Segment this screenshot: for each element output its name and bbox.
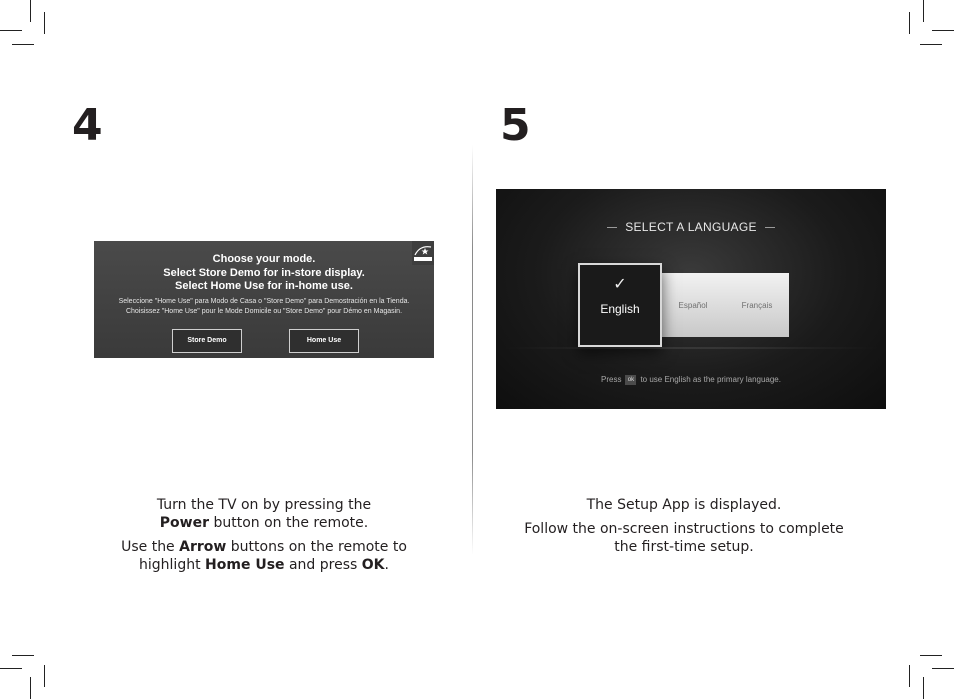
caption-line: [94, 556, 434, 574]
caption-line: [94, 514, 434, 532]
language-tile-english[interactable]: [578, 263, 662, 347]
caption-text: button on the remote.: [209, 515, 369, 531]
language-tile-espanol[interactable]: [660, 273, 726, 337]
store-demo-button[interactable]: Store Demo: [172, 329, 242, 353]
title-dash-right: [765, 227, 775, 228]
language-label: English: [600, 302, 640, 316]
crop-mark: [44, 12, 45, 34]
caption-line: Follow the on-screen instructions to complete: [524, 521, 844, 537]
caption-line: The Setup App is displayed.: [586, 497, 782, 513]
crop-mark: [932, 668, 954, 669]
mode-selection-screen: [94, 241, 434, 358]
crop-mark: [12, 44, 34, 45]
crop-mark: [30, 677, 31, 699]
caption-text: .: [384, 557, 389, 573]
caption-line: the first-time setup.: [614, 539, 754, 555]
crop-mark: [923, 0, 924, 22]
home-use-button[interactable]: Home Use: [289, 329, 359, 353]
crop-mark: [12, 655, 34, 656]
bold-text: Home Use: [205, 557, 285, 573]
mode-french-text: Choisissez "Home Use" pour le Mode Domicile ou "Store Demo" pour Démo en Magasin.: [125, 308, 403, 315]
caption-line: [94, 538, 434, 556]
step-5-caption: [496, 496, 872, 556]
caption-text: buttons on the remote to: [226, 539, 407, 555]
ok-key-icon: ok: [625, 375, 636, 385]
crop-mark: [920, 44, 942, 45]
step-4-number: 4: [72, 100, 103, 151]
crop-mark: [923, 677, 924, 699]
mode-title-line1: Choose your mode.: [212, 253, 316, 265]
language-title-text: SELECT A LANGUAGE: [625, 220, 757, 234]
check-icon: ✓: [613, 276, 627, 293]
language-hint: [496, 375, 886, 385]
caption-text: Use the: [121, 539, 180, 555]
mode-spanish-text: Seleccione "Home Use" para Modo de Casa o "Store Demo" para Demostración en la Tienda.: [118, 298, 410, 305]
step-5-number: 5: [500, 100, 531, 151]
hint-pre: Press: [601, 375, 622, 385]
bold-text: OK: [361, 557, 385, 573]
crop-mark: [920, 655, 942, 656]
language-label: Français: [741, 301, 773, 310]
language-tile-francais[interactable]: [725, 273, 789, 337]
caption-text: highlight: [139, 557, 206, 573]
mode-title-line2: Select Store Demo for in-store display.: [163, 266, 365, 279]
bold-text: Power: [159, 515, 209, 531]
language-selection-screen: [496, 189, 886, 409]
step-4-caption: [94, 496, 434, 574]
caption-line: Turn the TV on by pressing the: [156, 497, 372, 513]
column-divider: [472, 145, 473, 555]
crop-mark: [909, 12, 910, 34]
crop-mark: [932, 30, 954, 31]
language-label: Español: [678, 301, 708, 310]
crop-mark: [44, 665, 45, 687]
floor-reflection: [496, 347, 886, 349]
crop-mark: [0, 30, 22, 31]
crop-mark: [0, 668, 22, 669]
caption-text: and press: [284, 557, 362, 573]
language-title: [496, 220, 886, 234]
crop-mark: [909, 665, 910, 687]
hint-post: to use English as the primary language.: [640, 375, 781, 385]
title-dash-left: [607, 227, 617, 228]
bold-text: Arrow: [179, 539, 227, 555]
crop-mark: [30, 0, 31, 22]
mode-title-line3: Select Home Use for in-home use.: [175, 280, 353, 292]
